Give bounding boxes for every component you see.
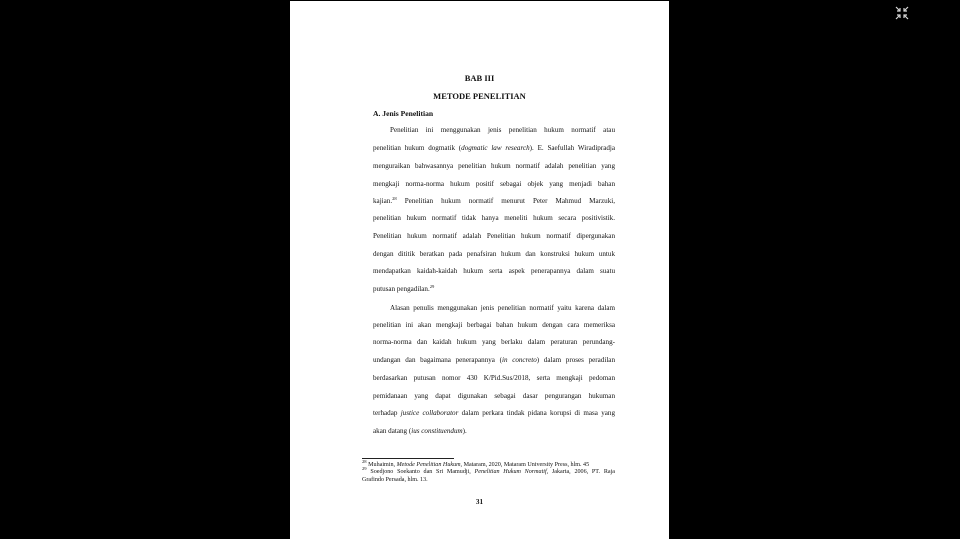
document-page	[290, 1, 669, 539]
footnote-ref[interactable]: 29	[429, 284, 435, 289]
text-line: Penelitian ini menggunakan jenis penelitian hukum normatif atau	[390, 126, 615, 134]
text-line: kajian.$^{28}$ Penelitian hukum normatif menurut Peter Mahmud Marzuki,	[373, 196, 615, 205]
footnote-ref[interactable]: 28	[392, 196, 397, 201]
text-line: akan datang (ius constituendum).	[373, 427, 467, 435]
footnote-29-cont: Grafindo Persada, hlm. 13.	[362, 477, 428, 483]
text-line: berdasarkan putusan nomor 430 K/Pid.Sus/2018, serta mengkaji pedoman	[373, 374, 615, 382]
text-line: Alasan penulis menggunakan jenis penelitian normatif yaitu karena dalam	[390, 304, 615, 312]
text-line: putusan pengadilan.$^{29}$	[373, 284, 435, 293]
text-line: norma-norma dan kaidah hukum yang berlaku dalam peraturan perundang-	[373, 338, 615, 346]
exit-fullscreen-icon[interactable]	[895, 6, 909, 20]
text-line: undangan dan bagaimana penerapannya (in concreto) dalam proses peradilan	[373, 356, 615, 364]
chapter-number: BAB III	[464, 73, 495, 83]
text-line: dengan dititik beratkan pada penafsiran hukum dan konstruksi hukum untuk	[373, 250, 615, 258]
text-line: pemidanaan yang dapat digunakan sebagai dasar pengurangan hukuman	[373, 392, 615, 400]
text-line: penelitian hukum dogmatik (dogmatic law research). E. Saefullah Wiradipradja	[373, 144, 616, 152]
text-line: mendapatkan kaidah-kaidah hukum serta aspek penerapannya dalam suatu	[373, 267, 615, 275]
page-number: 31	[475, 498, 484, 506]
footnote-divider	[362, 458, 454, 459]
text-line: Penelitian hukum normatif adalah Penelitian hukum normatif dipergunakan	[373, 232, 615, 240]
text-line: mengkaji norma-norma hukum positif sebagai objek yang menjadi bahan	[373, 180, 615, 188]
text-line: terhadap justice collaborator dalam perkara tindak pidana korupsi di masa yang	[373, 409, 615, 417]
footnote-28: $^{28}$ Muhaimin, Metode Penelitian Hukum, Mataram, 2020, Mataram University Press, hlm. 45	[362, 459, 590, 468]
text-line: penelitian ini akan mengkaji berbagai bahan hukum dengan cara memeriksa	[373, 321, 615, 329]
footnote-29: $^{29}$ Soedjono Soekanto dan Sri Mamudji, Penelitian Hukum Normatif, Jakarta, 2006, PT. Raja	[362, 466, 615, 475]
text-line: penelitian hukum normatif tidak hanya meneliti hukum secara positivistik.	[373, 214, 615, 222]
chapter-title: METODE PENELITIAN	[433, 91, 526, 101]
text-line: menguraikan bahwasannya penelitian hukum normatif adalah penelitian yang	[373, 162, 615, 170]
section-heading: A. Jenis Penelitian	[373, 109, 434, 118]
